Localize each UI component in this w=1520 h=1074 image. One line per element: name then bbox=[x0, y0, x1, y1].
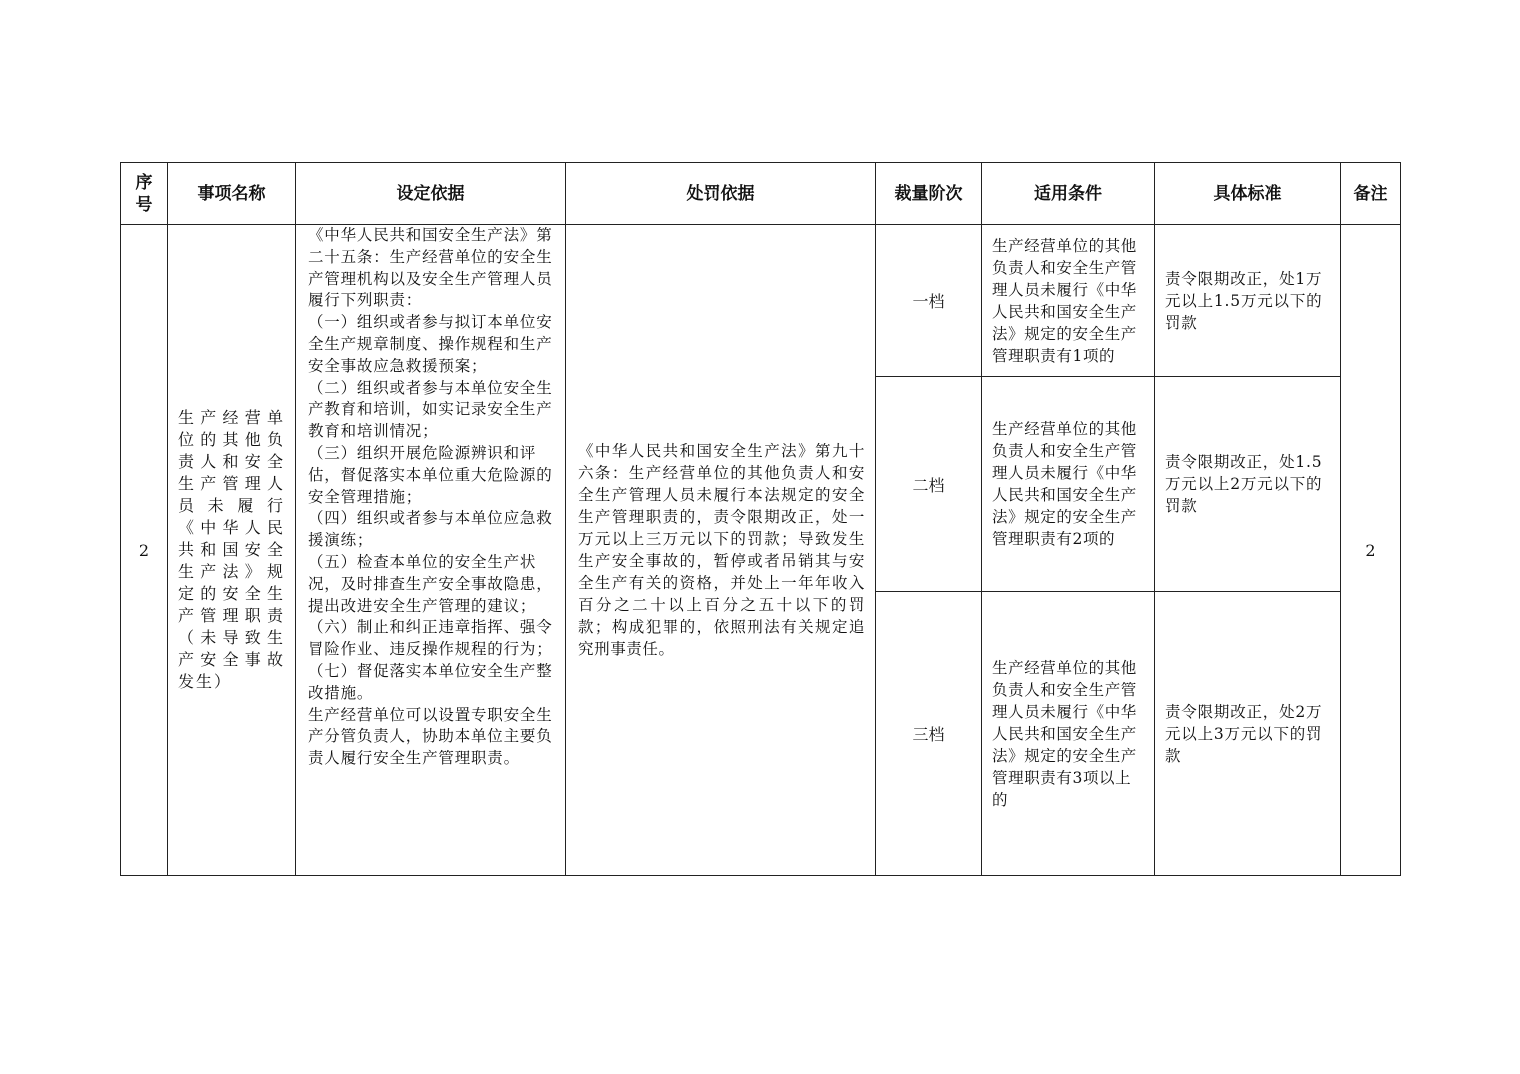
basis-line: 生产经营单位可以设置专职安全生产分管负责人，协助本单位主要负责人履行安全生产管理职责。 bbox=[308, 705, 553, 768]
cell-level-2: 二档 bbox=[876, 377, 982, 592]
basis-line: （五）检查本单位的安全生产状况，及时排查生产安全事故隐患，提出改进安全生产管理的建议； bbox=[308, 552, 553, 615]
header-note: 备注 bbox=[1341, 163, 1401, 225]
basis-line: （一）组织或者参与拟订本单位安全生产规章制度、操作规程和生产安全事故应急救援预案； bbox=[308, 313, 553, 375]
basis-line: 《中华人民共和国安全生产法》第二十五条：生产经营单位的安全生产管理机构以及安全生产管理人员履行下列职责： bbox=[308, 226, 553, 310]
cell-condition-3: 生产经营单位的其他负责人和安全生产管理人员未履行《中华人民共和国安全生产法》规定的安全生产管理职责有3项以上的 bbox=[982, 592, 1155, 876]
header-condition: 适用条件 bbox=[982, 163, 1155, 225]
header-level: 裁量阶次 bbox=[876, 163, 982, 225]
header-name: 事项名称 bbox=[168, 163, 296, 225]
cell-standard-1: 责令限期改正，处1万元以上1.5万元以下的罚款 bbox=[1155, 225, 1341, 377]
cell-note: 2 bbox=[1341, 225, 1401, 876]
basis-line: （六）制止和纠正违章指挥、强令冒险作业、违反操作规程的行为； bbox=[308, 618, 553, 659]
basis-line: （三）组织开展危险源辨识和评估，督促落实本单位重大危险源的安全管理措施； bbox=[308, 443, 553, 506]
header-basis: 设定依据 bbox=[296, 163, 566, 225]
header-row bbox=[121, 163, 1401, 225]
header-standard: 具体标准 bbox=[1155, 163, 1341, 225]
cell-condition-1: 生产经营单位的其他负责人和安全生产管理人员未履行《中华人民共和国安全生产法》规定的安全生产管理职责有1项的 bbox=[982, 225, 1155, 377]
basis-line: （四）组织或者参与本单位应急救援演练； bbox=[308, 509, 553, 550]
header-seq: 序 号 bbox=[121, 163, 168, 225]
cell-seq: 2 bbox=[121, 225, 168, 876]
basis-line: （二）组织或者参与本单位安全生产教育和培训，如实记录安全生产教育和培训情况； bbox=[308, 378, 553, 441]
cell-penalty-basis: 《中华人民共和国安全生产法》第九十六条：生产经营单位的其他负责人和安全生产管理人员未履行本法规定的安全生产管理职责的，责令限期改正，处一万元以上三万元以下的罚款；导致发生生产安全事故的，暂停或者吊销其与安全生产有关的资格，并处上一年年收入百分之二十以上百分之五十以下的罚款；构成犯罪的，依照刑法有关规定追究刑事责任。 bbox=[566, 225, 876, 876]
penalty-standard-table bbox=[120, 162, 1401, 876]
cell-condition-2: 生产经营单位的其他负责人和安全生产管理人员未履行《中华人民共和国安全生产法》规定的安全生产管理职责有2项的 bbox=[982, 377, 1155, 592]
cell-standard-3: 责令限期改正，处2万元以上3万元以下的罚款 bbox=[1155, 592, 1341, 876]
cell-item-name: 生产经营单位的其他负责人和安全生产管理人员未履行《中华人民共和国安全生产法》规定的安全生产管理职责（未导致生产安全事故发生） bbox=[168, 225, 296, 876]
basis-line: （七）督促落实本单位安全生产整改措施。 bbox=[308, 661, 553, 702]
header-penalty: 处罚依据 bbox=[566, 163, 876, 225]
cell-setting-basis bbox=[296, 225, 566, 876]
table-row bbox=[121, 225, 1401, 377]
cell-standard-2: 责令限期改正，处1.5万元以上2万元以下的罚款 bbox=[1155, 377, 1341, 592]
cell-level-1: 一档 bbox=[876, 225, 982, 377]
cell-level-3: 三档 bbox=[876, 592, 982, 876]
